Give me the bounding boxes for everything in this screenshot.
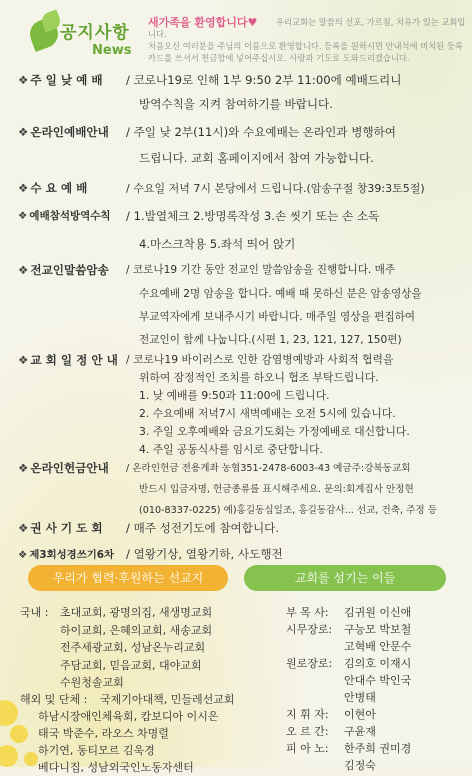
notice-text: / 주일 낮 2부(11시)와 수요예배는 온라인과 병행하여 <box>126 125 396 139</box>
flower-decoration <box>10 725 28 743</box>
staff-role: 시무장로: <box>286 623 333 636</box>
notice-text: / 코로나19 기간 동안 전교인 말씀암송을 진행합니다. 매주 <box>126 264 396 276</box>
notice-text: 4.마스크착용 5.좌석 띄어 앉기 <box>139 237 296 251</box>
list-item: 수원청솔교회 <box>60 676 124 689</box>
staff-names: 이현아 <box>344 708 376 721</box>
heart-icon: ♥ <box>247 16 258 29</box>
notice-label: ❖ 제3회성경쓰기6차 <box>18 549 115 561</box>
welcome-text: 새가족을 환영합니다 <box>148 16 248 29</box>
notice-text: 2. 수요예배 저녁7시 새벽예배는 오전 5시에 있습니다. <box>139 407 396 420</box>
notice-label: ❖ 수 요 예 배 <box>18 181 88 195</box>
domestic-label: 국내 : <box>20 606 49 619</box>
notice-text: 위하여 잠정적인 조치를 하오니 협조 부탁드립니다. <box>139 371 379 384</box>
notice-text: 방역수칙을 지켜 참여하기를 바랍니다. <box>139 97 333 111</box>
staff-role: 피 아 노: <box>286 742 329 755</box>
notice-label: ❖ 주 일 낮 예 배 <box>18 73 103 87</box>
notice-text: / 수요일 저녁 7시 본당에서 드립니다.(암송구절 창39:3토5절) <box>126 182 425 195</box>
staff-names: 고혁배 안문수 <box>344 640 412 653</box>
staff-names: 한주희 권미경 <box>344 742 412 755</box>
staff-names: 안병태 <box>344 691 376 704</box>
notice-label: ❖ 온라인헌금안내 <box>18 461 109 475</box>
missions-tab: 우리가 협력·후원하는 선교지 <box>28 565 228 591</box>
list-item: 하남시장애인체육회, 캄보디아 이시은 <box>38 710 219 723</box>
diamond-icon: ❖ <box>18 181 29 195</box>
domestic-list <box>60 604 212 692</box>
news-label: News <box>92 43 132 58</box>
staff-role: 지 휘 자: <box>286 708 329 721</box>
notice-text: 드립니다. 교회 홈페이지에서 참여 가능합니다. <box>139 151 374 165</box>
notice-text: 전교인이 함께 나눕니다.(시편 1, 23, 121, 127, 150편) <box>139 334 402 346</box>
notice-text: 3. 주일 오후예배와 금요기도회는 가정예배로 대신합니다. <box>139 425 410 438</box>
flower-decoration <box>24 752 38 766</box>
diamond-icon: ❖ <box>18 521 29 535</box>
notice-text: 1. 낮 예배를 9:50과 11:00에 드립니다. <box>139 389 330 402</box>
staff-tab: 교회를 섬기는 이들 <box>244 565 446 591</box>
diamond-icon: ❖ <box>18 549 28 561</box>
staff-role: 원로장로: <box>286 657 333 670</box>
notice-label: ❖ 전교인말씀암송 <box>18 263 109 277</box>
staff-names: 구윤재 <box>344 725 376 738</box>
list-item: 주담교회, 믿음교회, 대야교회 <box>60 658 202 672</box>
diamond-icon: ❖ <box>18 461 29 475</box>
notice-label: ❖ 온라인예배안내 <box>18 125 109 139</box>
notice-text: / 1.발열체크 2.방명록작성 3.손 씻기 또는 손 소독 <box>126 209 380 223</box>
intro-first: 우리교회는 말씀의 선포, 가르침, 치유가 있는 교회입니다. <box>148 17 466 39</box>
diamond-icon: ❖ <box>18 263 29 277</box>
list-item: 하기연, 동티모르 김욱경 <box>38 744 155 757</box>
diamond-icon: ❖ <box>18 353 29 367</box>
intro-text <box>148 16 468 64</box>
notice-text: (010-8337-0225) 예)홍길동십일조, 홍길동감사... 선교, 건축, 주정 등 <box>139 505 437 516</box>
notice-label: ❖ 예배참석방역수칙 <box>18 210 111 222</box>
staff-names: 김의호 이재시 <box>344 657 412 670</box>
notice-text: / 코로나19로 인해 1부 9:50 2부 11:00에 예배드리니 <box>126 73 402 87</box>
list-item: 하이교회, 은혜의교회, 새송교회 <box>60 623 213 637</box>
staff-names: 구능모 박보철 <box>344 623 412 636</box>
staff-role: 부 목 사: <box>286 606 329 619</box>
list-item: 태국 박준수, 라오스 차명렬 <box>38 727 169 740</box>
notice-label: ❖ 교 회 일 정 안 내 <box>18 353 118 367</box>
diamond-icon: ❖ <box>18 73 29 87</box>
notice-text: 수요예배 2명 암송을 합니다. 예배 때 못하신 분은 암송영상을 <box>139 288 422 300</box>
list-item: 베다니집, 성남외국인노동자센터 <box>38 761 194 774</box>
list-item: 국제기아대책, 민들레선교회 <box>100 693 235 706</box>
notice-text: / 온라인헌금 전용계좌 농협351-2478-6003-43 예금주:강북동교회 <box>126 463 411 474</box>
diamond-icon: ❖ <box>18 125 29 139</box>
notice-text: / 매주 성전기도에 참여합니다. <box>126 521 280 535</box>
notice-text: 반드시 입금자명, 헌금종류를 표시해주세요. 문의:회계집사 안정현 <box>139 484 414 495</box>
missions-domestic <box>20 604 48 620</box>
notice-title: 공지사항 <box>60 23 130 43</box>
diamond-icon: ❖ <box>18 210 28 222</box>
staff-names: 김귀원 이신애 <box>344 606 412 619</box>
list-item: 전주세광교회, 성남온누리교회 <box>60 641 206 654</box>
notice-text: 4. 주일 공동식사를 임시로 중단합니다. <box>139 443 323 456</box>
staff-names: 안대수 박인국 <box>344 674 412 687</box>
notice-text: / 열왕기상, 열왕기하, 사도행전 <box>126 547 283 561</box>
notice-label: ❖ 권 사 기 도 회 <box>18 521 103 535</box>
staff-names: 김정숙 <box>344 759 376 772</box>
staff-role: 오 르 간: <box>286 725 329 738</box>
notice-text: / 코로나19 바이러스로 인한 감염병예방과 사회적 협력을 <box>126 353 394 366</box>
overseas-list <box>38 708 219 776</box>
notice-badge <box>30 14 140 62</box>
notice-header <box>10 8 468 66</box>
intro-rest: 처음오신 여러분을 주님의 이름으로 환영합니다. 등록을 원하시면 안내석에 비치된 등록카드를 쓰셔서 헌금함에 넣어주십시오. 사랑과 기도로 도와드리겠습니다. <box>148 41 463 63</box>
overseas-label: 해외 및 단체 : <box>20 693 88 706</box>
notice-text: 부교역자에게 보내주시기 바랍니다. 매주일 영상을 편집하여 <box>139 311 416 323</box>
list-item: 초대교회, 광명의집, 새생명교회 <box>60 606 213 619</box>
